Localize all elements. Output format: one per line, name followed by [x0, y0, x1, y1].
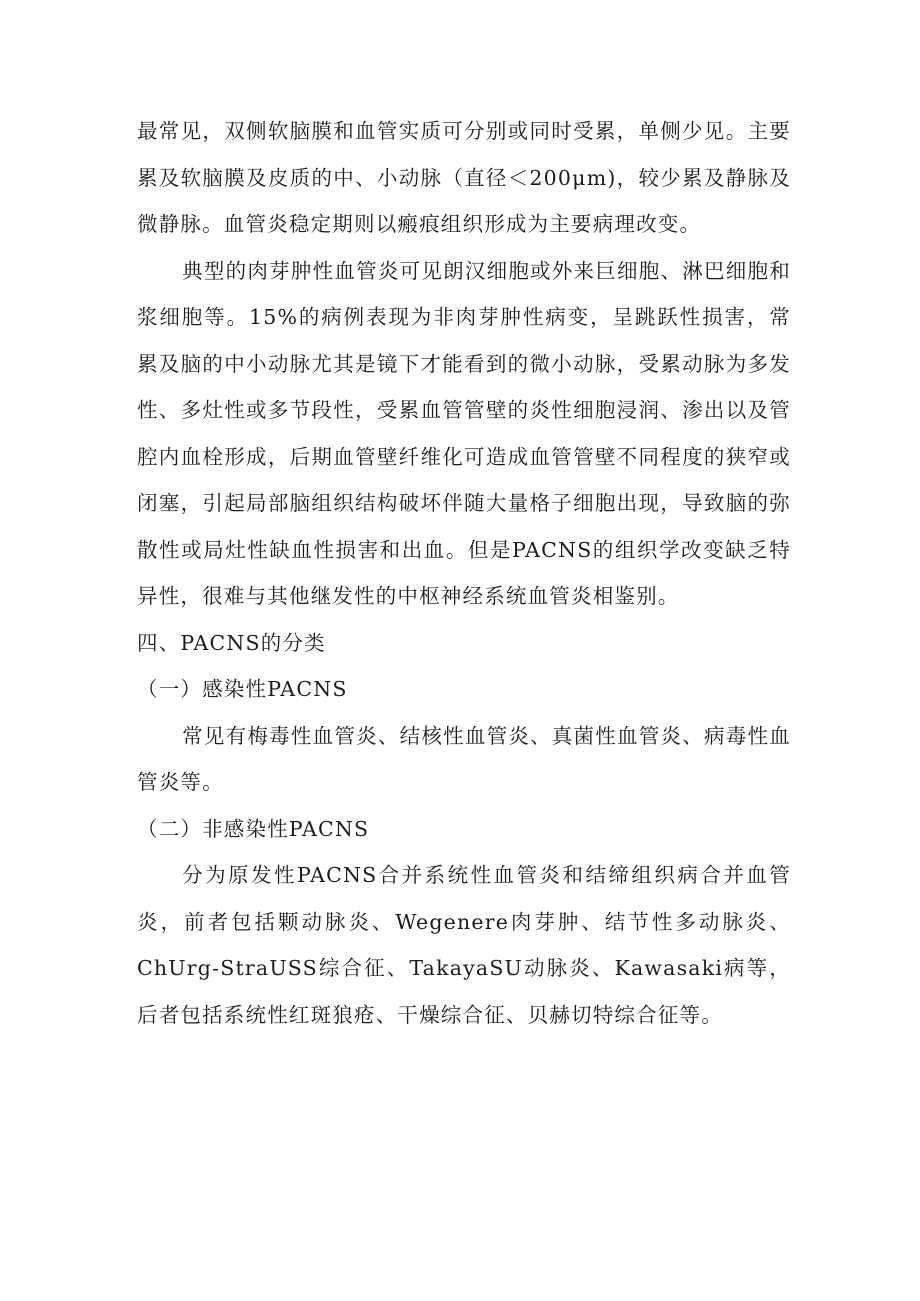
paragraph-granulomatous-vasculitis: 典型的肉芽肿性血管炎可见朗汉细胞或外来巨细胞、淋巴细胞和浆细胞等。15%的病例表现为非肉芽肿性病变，呈跳跃性损害，常累及脑的中小动脉尤其是镜下才能看到的微小动脉，受累动脉为多发性、多灶性或多节段性，受累血管管壁的炎性细胞浸润、渗出以及管腔内血栓形成，后期血管壁纤维化可造成血管管壁不同程度的狭窄或闭塞，引起局部脑组织结构破坏伴随大量格子细胞出现，导致脑的弥散性或局灶性缺血性损害和出血。但是PACNS的组织学改变缺乏特异性，很难与其他继发性的中枢神经系统血管炎相鉴别。 [137, 258, 791, 608]
subsection-heading-infectious: （一）感染性PACNS [137, 677, 348, 701]
paragraph-infectious-types: 常见有梅毒性血管炎、结核性血管炎、真菌性血管炎、病毒性血管炎等。 [137, 723, 791, 794]
subsection-heading-non-infectious: （二）非感染性PACNS [137, 816, 370, 841]
section-heading-classification: 四、PACNS的分类 [137, 630, 326, 655]
paragraph-pathology-location: 最常见，双侧软脑膜和血管实质可分别或同时受累，单侧少见。主要累及软脑膜及皮质的中、小动脉（直径＜200μm)，较少累及静脉及微静脉。血管炎稳定期则以瘢痕组织形成为主要病理改变。 [137, 119, 791, 236]
paragraph-non-infectious-types: 分为原发性PACNS合并系统性血管炎和结缔组织病合并血管炎，前者包括颗动脉炎、Wegenere肉芽肿、结节性多动脉炎、ChUrg-StraUSS综合征、TakayaSU动脉炎、Kawasaki病等，后者包括系统性红斑狼疮、干燥综合征、贝赫切特综合征等。 [137, 863, 791, 1027]
document-body [137, 108, 791, 1038]
